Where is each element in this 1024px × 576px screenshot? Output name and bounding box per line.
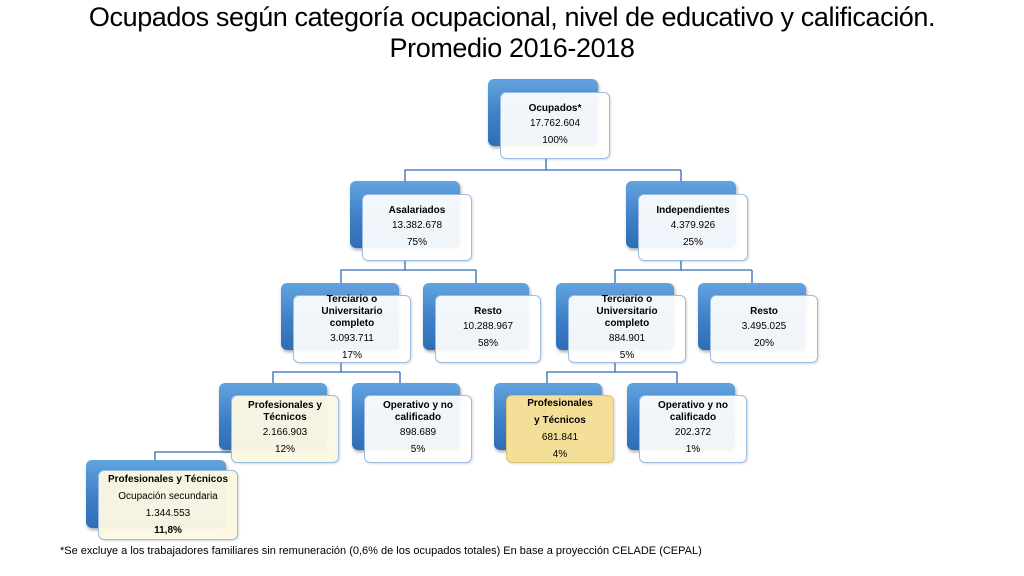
node-indep-prof-label: Profesionales y Técnicos [527, 398, 593, 426]
node-asal-oper-pct: 5% [410, 444, 426, 455]
node-asal-oper [352, 383, 460, 455]
node-secundaria-value: 1.344.553 [145, 508, 191, 519]
node-secundaria-sublabel: Ocupación secundaria [118, 491, 218, 502]
node-independientes-value: 4.379.926 [670, 219, 716, 231]
node-asal-oper-value: 898.689 [399, 427, 437, 438]
node-ocupados-pct: 100% [542, 134, 568, 146]
node-asalariados-label: Asalariados [388, 204, 446, 216]
node-indep-oper-pct: 1% [685, 444, 701, 455]
node-indep-terciario-pct: 5% [619, 350, 635, 361]
node-asalariados-pct: 75% [406, 236, 427, 248]
node-asalariados [350, 181, 460, 248]
node-secundaria-label: Profesionales y Técnicos [107, 474, 229, 485]
node-indep-resto [698, 283, 806, 350]
node-asal-resto-value: 10.288.967 [462, 321, 514, 332]
node-secundaria [86, 460, 229, 536]
node-asal-oper-label: Operativo y no calificado [382, 400, 453, 423]
title-line-1: Ocupados según categoría ocupacional, nivel de educativo y calificación. [88, 2, 936, 32]
node-asal-terciario-value: 3.093.711 [330, 333, 374, 344]
node-indep-oper-value: 202.372 [674, 427, 712, 438]
node-indep-resto-value: 3.495.025 [741, 321, 787, 332]
connector-independientes [615, 260, 681, 283]
connector-indep-terciario [547, 362, 615, 383]
node-asal-terciario-label: Terciario o Universitario completo [321, 294, 383, 329]
node-asal-prof-label: Profesionales y Técnicos [248, 400, 322, 423]
node-asal-terciario [281, 283, 399, 361]
node-ocupados-value: 17.762.604 [529, 117, 581, 129]
node-indep-oper-label: Operativo y no calificado [657, 400, 728, 423]
node-indep-terciario-label: Terciario o Universitario completo [596, 294, 658, 329]
node-secundaria-pct: 11,8% [154, 525, 182, 536]
node-indep-terciario-value: 884.901 [608, 333, 646, 344]
node-asal-resto-pct: 58% [477, 338, 498, 349]
node-indep-oper [627, 383, 735, 455]
node-indep-resto-pct: 20% [753, 338, 774, 349]
node-indep-prof-pct: 4% [552, 449, 568, 460]
connector-root [405, 158, 546, 181]
node-asal-resto-label: Resto [474, 306, 502, 317]
connector-asalariados [341, 260, 405, 283]
node-indep-prof-value: 681.841 [541, 432, 579, 443]
node-ocupados [488, 79, 598, 146]
footnote: *Se excluye a los trabajadores familiares sin remuneración (0,6% de los ocupados totales) En base a proyección CELADE (CEPAL) [60, 545, 702, 557]
node-independientes-label: Independientes [656, 204, 730, 216]
node-indep-terciario [556, 283, 674, 361]
node-asal-prof [219, 383, 327, 455]
node-asal-prof-pct: 12% [274, 444, 295, 455]
node-indep-prof [494, 383, 602, 460]
title-line-2: Promedio 2016-2018 [389, 33, 635, 63]
node-ocupados-label: Ocupados* [528, 102, 582, 114]
node-asalariados-value: 13.382.678 [391, 219, 443, 231]
node-independientes [626, 181, 736, 248]
node-indep-resto-label: Resto [750, 306, 778, 317]
connector-asal-terciario [273, 362, 341, 383]
node-asal-resto [423, 283, 529, 350]
node-independientes-pct: 25% [682, 236, 703, 248]
node-asal-prof-value: 2.166.903 [262, 427, 308, 438]
node-asal-terciario-pct: 17% [341, 350, 362, 361]
